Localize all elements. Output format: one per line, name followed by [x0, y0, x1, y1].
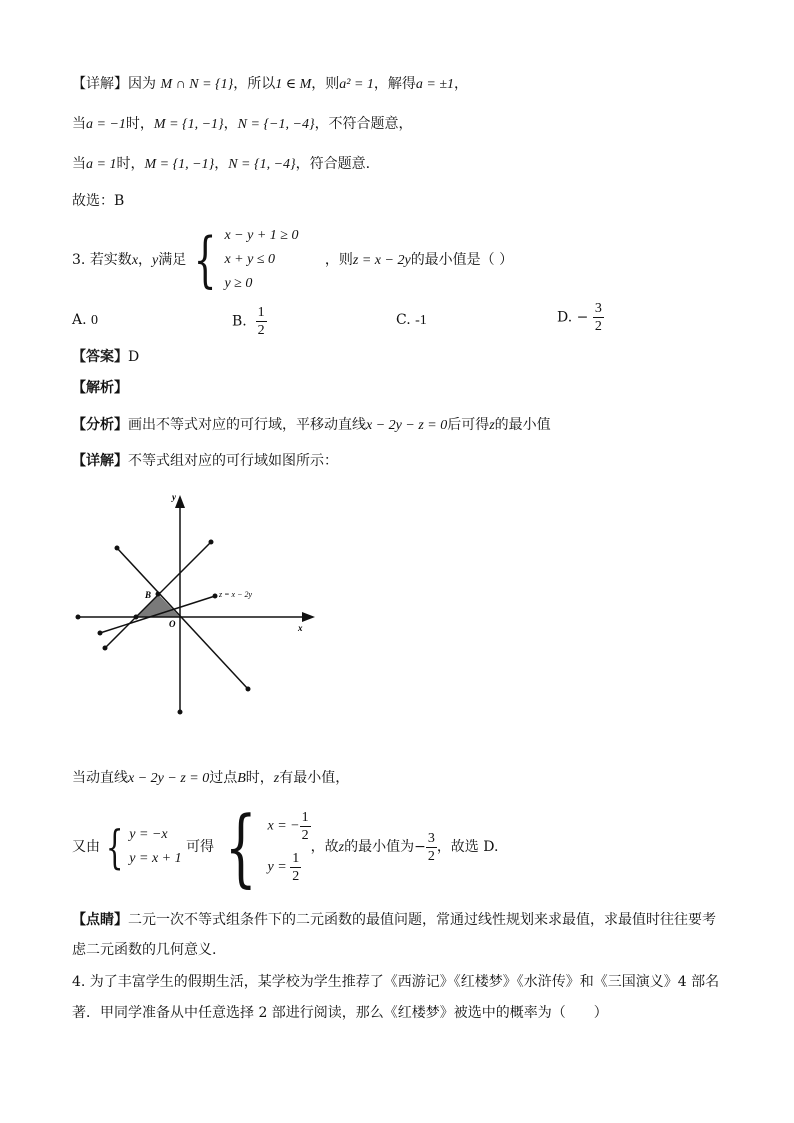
- point-b-label: B: [145, 590, 152, 600]
- text: 若实数: [89, 252, 132, 268]
- numerator: 1: [301, 810, 309, 825]
- math-expr: x − 2y − z = 0: [128, 771, 210, 786]
- fenxi-tag: 【分析】: [72, 417, 128, 433]
- option-label: A.: [72, 312, 87, 328]
- solve-sentence: [72, 798, 499, 896]
- endpoint: [246, 687, 251, 692]
- math-var: y: [152, 253, 159, 268]
- lhs: y =: [267, 859, 287, 875]
- numerator: 1: [257, 305, 265, 320]
- origin-label: O: [169, 619, 176, 629]
- endpoint: [209, 540, 214, 545]
- text: 后可得: [447, 417, 490, 433]
- math-expr: z = x − 2y: [352, 253, 411, 268]
- x-axis-endpoint: [76, 615, 81, 620]
- text: 时，: [116, 156, 145, 172]
- option-label: C.: [396, 312, 411, 328]
- endpoint: [103, 646, 108, 651]
- text: 因为: [128, 76, 156, 92]
- text: ，故: [310, 839, 339, 855]
- endpoint: [115, 546, 120, 551]
- denominator: 2: [427, 848, 435, 864]
- text: 当动直线: [72, 770, 128, 786]
- text: ，故选 D.: [436, 839, 499, 855]
- text: 的最小值为: [344, 839, 415, 855]
- solution-system: [268, 809, 311, 885]
- text: ，所以: [233, 76, 276, 92]
- minus-sign: −: [414, 839, 426, 855]
- denominator: 2: [292, 869, 300, 884]
- fraction: [300, 809, 311, 844]
- y-solution: [268, 850, 311, 885]
- denominator: 2: [301, 828, 309, 843]
- axis-x-label: x: [298, 623, 303, 633]
- xiangjie-tag: 【详解】: [72, 453, 128, 469]
- math-expr: 1 ∈ M: [275, 77, 312, 92]
- dianjing-tag: 【点睛】: [72, 912, 128, 928]
- text: 二元一次不等式组条件下的二元函数的最值问题，常通过线性规划来求最值，求最值时往往要考: [128, 912, 716, 928]
- question-4-line-1: 4. 为了丰富学生的假期生活，某学校为学生推荐了《西游记》《红楼梦》《水浒传》和《三国演义》4 部名: [72, 974, 720, 990]
- numerator: 3: [427, 830, 435, 846]
- x-solution: [268, 809, 311, 844]
- math-var: z: [338, 840, 345, 855]
- question-number: 3.: [72, 252, 86, 268]
- math-var: z: [273, 771, 280, 786]
- text: ，: [454, 76, 469, 92]
- math-expr: x − 2y − z = 0: [366, 418, 448, 433]
- math-expr: a = ±1: [415, 77, 455, 92]
- fraction: [426, 830, 437, 865]
- dianjing-line-2: 虑二元函数的几何意义.: [72, 942, 217, 958]
- numerator: 1: [292, 851, 300, 866]
- constraint: y ≥ 0: [224, 276, 253, 291]
- text: ，: [138, 252, 153, 268]
- question-4-line-2: 著．甲同学准备从中任意选择 2 部进行阅读，那么《红楼梦》被选中的概率为（ ）: [72, 1005, 608, 1021]
- y-axis-arrow: [175, 495, 185, 508]
- text: 当: [72, 116, 86, 132]
- endpoint: [98, 631, 103, 636]
- equation-system: [129, 823, 181, 871]
- text: 不等式组对应的可行域如图所示：: [128, 453, 338, 469]
- point-b: [156, 592, 161, 597]
- detail-tag: 【详解】: [72, 76, 128, 92]
- left-brace: {: [224, 798, 257, 896]
- math-expr: a = 1: [86, 157, 117, 172]
- option-value: -1: [415, 313, 427, 328]
- text: 过点: [209, 770, 238, 786]
- text: 当: [72, 156, 86, 172]
- text: ，: [223, 116, 238, 132]
- lhs: x = −: [267, 818, 300, 834]
- text: 有最小值，: [279, 770, 350, 786]
- answer-tag: 【答案】: [72, 349, 128, 365]
- point-a: [134, 615, 139, 620]
- analysis-tag: 【解析】: [72, 380, 128, 396]
- option-label: D.: [557, 309, 573, 326]
- equation: y = x + 1: [129, 851, 182, 866]
- text: 画出不等式对应的可行域，平移动直线: [128, 417, 366, 433]
- text: ，解得: [373, 76, 416, 92]
- math-expr: M ∩ N = {1}: [160, 77, 234, 92]
- option-value: 0: [91, 313, 99, 328]
- left-brace: {: [193, 225, 217, 295]
- numerator: 3: [594, 301, 602, 316]
- dianjing-line-1: [72, 910, 716, 930]
- endpoint: [213, 594, 218, 599]
- text: 时，: [245, 770, 274, 786]
- constraint: x − y + 1 ≥ 0: [224, 228, 299, 243]
- constraint: x + y ≤ 0: [224, 252, 275, 267]
- text: 满足: [158, 252, 187, 268]
- math-expr: a = −1: [86, 117, 126, 132]
- math-expr: a² = 1: [339, 77, 374, 92]
- math-var: z: [489, 418, 495, 433]
- objective-line-label: z = x − 2y: [219, 590, 253, 599]
- equation: y = −x: [129, 827, 168, 842]
- left-brace: {: [105, 820, 124, 874]
- axis-y-label: y: [172, 492, 176, 502]
- denominator: 2: [594, 319, 602, 334]
- x-axis-arrow: [302, 612, 315, 622]
- option-label: B.: [232, 313, 247, 330]
- math-expr: N = {−1, −4}: [237, 117, 315, 132]
- moving-line-sentence: [72, 768, 349, 789]
- math-var: B: [237, 771, 246, 786]
- text: ，不符合题意，: [314, 116, 413, 132]
- text: ，则: [311, 76, 340, 92]
- text: 的最小值: [494, 417, 551, 433]
- text: 的最小值是（ ）: [410, 252, 514, 268]
- math-expr: M = {1, −1}: [153, 117, 224, 132]
- y-axis-endpoint: [178, 710, 183, 715]
- denominator: 2: [257, 323, 265, 338]
- text: 可得: [186, 839, 215, 855]
- math-var: x: [131, 253, 139, 268]
- math-expr: M = {1, −1}: [144, 157, 215, 172]
- choice-line: 故选：B: [72, 193, 125, 209]
- text: 又由: [72, 839, 100, 855]
- answer-value: D: [128, 349, 140, 365]
- feasible-region: [136, 594, 180, 617]
- text: ，则: [324, 252, 353, 268]
- text: ，: [214, 156, 229, 172]
- text: ，符合题意.: [295, 156, 371, 172]
- minus-sign: −: [576, 309, 589, 326]
- text: 时，: [125, 116, 154, 132]
- math-expr: N = {1, −4}: [228, 157, 296, 172]
- fraction: [290, 850, 301, 885]
